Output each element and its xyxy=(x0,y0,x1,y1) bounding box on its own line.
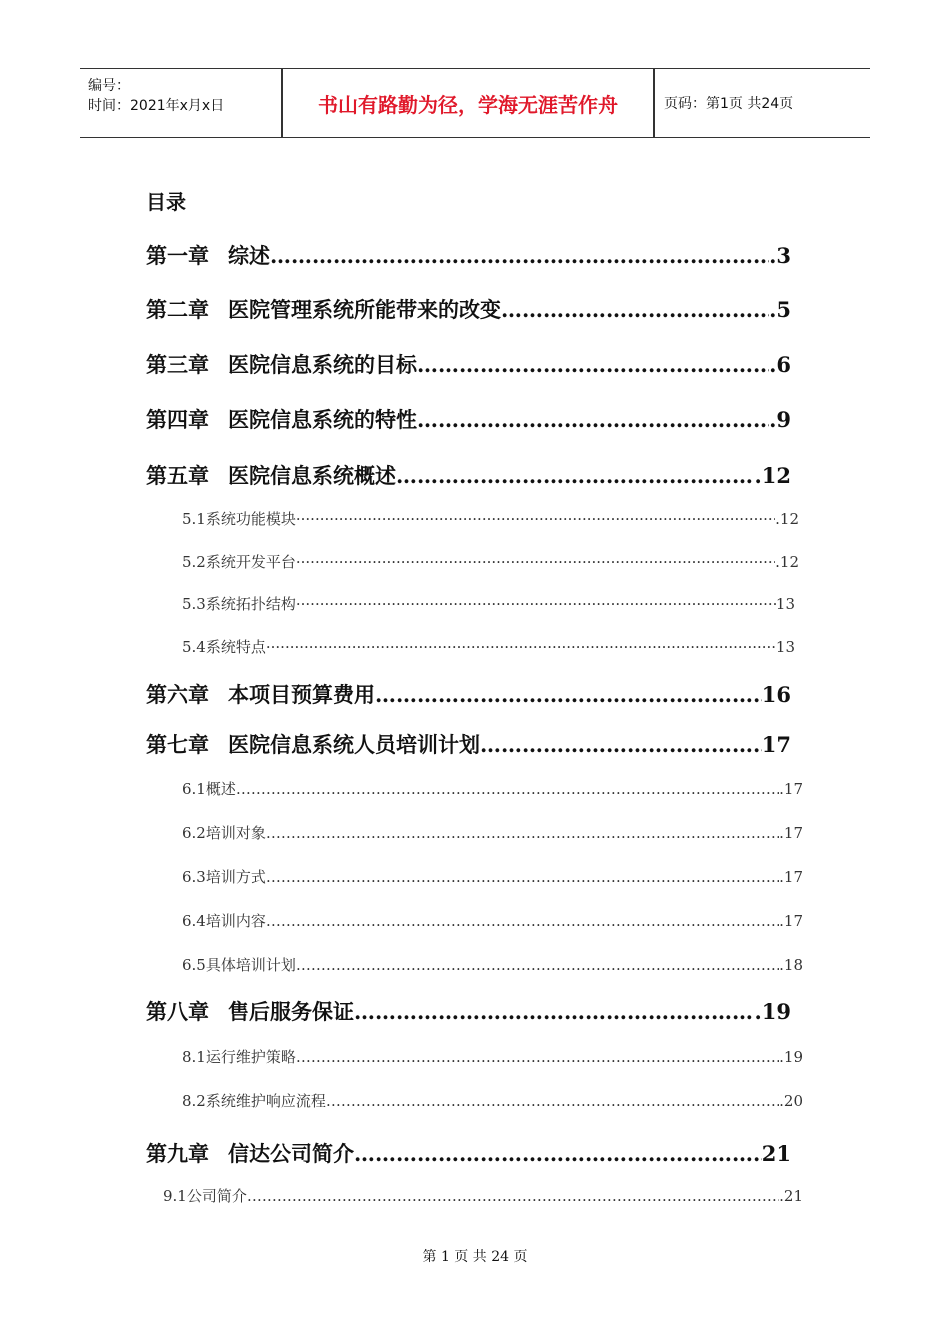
toc-entry-title: 医院信息系统人员培训计划 xyxy=(228,732,480,757)
toc-entry-title: 概述 xyxy=(205,780,236,798)
toc-entry-title: 具体培训计划 xyxy=(205,956,296,974)
toc-entry-number: 第六章 xyxy=(146,682,209,707)
toc-entry-page: .17 xyxy=(779,912,803,930)
toc-entry-title: 售后服务保证 xyxy=(228,999,354,1024)
toc-entry-section-9-1[interactable] xyxy=(163,1185,803,1207)
toc-entry-page: .20 xyxy=(779,1092,803,1110)
toc-entry-title: 医院信息系统概述 xyxy=(228,463,396,488)
toc-entry-number: 9.1 xyxy=(163,1187,187,1205)
toc-entry-section-5-3[interactable] xyxy=(182,593,795,615)
toc-entry-section-6-2[interactable] xyxy=(182,822,803,844)
toc-leader-dots xyxy=(417,352,769,377)
toc-leader-dots xyxy=(266,638,776,656)
toc-entry-chapter-8[interactable] xyxy=(146,996,791,1026)
toc-entry-number: 6.2 xyxy=(182,824,206,842)
toc-leader-dots xyxy=(236,780,779,798)
toc-leader-dots xyxy=(296,956,779,974)
toc-entry-section-8-1[interactable] xyxy=(182,1046,803,1068)
toc-entry-page: .18 xyxy=(779,956,803,974)
toc-entry-number: 5.2 xyxy=(182,553,206,571)
toc-entry-number: 第四章 xyxy=(146,407,209,432)
toc-entry-title: 运行维护策略 xyxy=(205,1048,296,1066)
toc-entry-section-5-1[interactable] xyxy=(182,508,799,530)
toc-entry-title: 公司简介 xyxy=(186,1187,247,1205)
toc-entry-page: 21 xyxy=(761,1141,791,1166)
toc-entry-number: 5.3 xyxy=(182,595,206,613)
toc-title: 目录 xyxy=(146,190,186,214)
toc-entry-title: 本项目预算费用 xyxy=(228,682,375,707)
toc-entry-title: 系统功能模块 xyxy=(205,510,296,528)
toc-entry-section-8-2[interactable] xyxy=(182,1090,803,1112)
toc-entry-number: 第二章 xyxy=(146,297,209,322)
toc-entry-section-6-4[interactable] xyxy=(182,910,803,932)
toc-entry-number: 5.4 xyxy=(182,638,206,656)
toc-entry-title: 信达公司简介 xyxy=(228,1141,354,1166)
toc-leader-dots xyxy=(417,407,769,432)
header-page-info: 页码：第1页 共24页 xyxy=(664,96,794,112)
toc-leader-dots xyxy=(266,912,779,930)
toc-entry-page: .12 xyxy=(754,463,791,488)
toc-entry-chapter-6[interactable] xyxy=(146,679,791,709)
page-header xyxy=(80,68,870,138)
page-footer: 第 1 页 共 24 页 xyxy=(422,1249,528,1265)
toc-entry-page: .21 xyxy=(779,1187,803,1205)
toc-entry-title: 培训方式 xyxy=(205,868,266,886)
toc-leader-dots xyxy=(296,510,775,528)
toc-entry-page: 17 xyxy=(761,732,791,757)
toc-leader-dots xyxy=(266,824,779,842)
toc-entry-page: .17 xyxy=(779,824,803,842)
toc-entry-page: .19 xyxy=(754,999,791,1024)
toc-entry-page: .5 xyxy=(769,297,791,322)
toc-leader-dots xyxy=(266,868,779,886)
document-number-label: 编号： xyxy=(88,78,130,94)
toc-leader-dots xyxy=(354,999,754,1024)
toc-leader-dots xyxy=(375,682,762,707)
toc-entry-section-6-3[interactable] xyxy=(182,866,803,888)
toc-entry-number: 第七章 xyxy=(146,732,209,757)
toc-leader-dots xyxy=(326,1092,779,1110)
header-divider xyxy=(653,69,655,137)
toc-entry-chapter-2[interactable] xyxy=(146,294,791,324)
toc-entry-number: 第五章 xyxy=(146,463,209,488)
toc-leader-dots xyxy=(247,1187,779,1205)
toc-entry-title: 医院信息系统的目标 xyxy=(228,352,417,377)
header-motto: 书山有路勤为径，学海无涯苦作舟 xyxy=(318,92,618,117)
toc-entry-page: 16 xyxy=(761,682,791,707)
toc-entry-page: .9 xyxy=(769,407,791,432)
toc-entry-title: 系统维护响应流程 xyxy=(205,1092,326,1110)
toc-entry-section-6-5[interactable] xyxy=(182,954,803,976)
toc-entry-number: 6.1 xyxy=(182,780,206,798)
toc-entry-page: .17 xyxy=(779,868,803,886)
toc-entry-chapter-4[interactable] xyxy=(146,404,791,434)
toc-entry-title: 系统拓扑结构 xyxy=(205,595,296,613)
toc-leader-dots xyxy=(396,463,754,488)
toc-entry-chapter-3[interactable] xyxy=(146,349,791,379)
toc-entry-title: 医院信息系统的特性 xyxy=(228,407,417,432)
toc-entry-section-5-2[interactable] xyxy=(182,551,799,573)
toc-leader-dots xyxy=(501,297,769,322)
toc-leader-dots xyxy=(296,1048,779,1066)
toc-entry-number: 第九章 xyxy=(146,1141,209,1166)
toc-entry-number: 6.5 xyxy=(182,956,206,974)
toc-entry-number: 5.1 xyxy=(182,510,206,528)
toc-entry-title: 系统特点 xyxy=(205,638,266,656)
toc-entry-page: .12 xyxy=(775,553,799,571)
toc-entry-section-6-1[interactable] xyxy=(182,778,803,800)
toc-entry-title: 培训对象 xyxy=(205,824,266,842)
toc-entry-number: 6.3 xyxy=(182,868,206,886)
toc-entry-page: .12 xyxy=(775,510,799,528)
toc-entry-title: 培训内容 xyxy=(205,912,266,930)
toc-leader-dots xyxy=(296,553,775,571)
document-time-label: 时间：2021年x月x日 xyxy=(88,98,225,114)
toc-entry-section-5-4[interactable] xyxy=(182,636,795,658)
toc-entry-number: 6.4 xyxy=(182,912,206,930)
toc-entry-page: .3 xyxy=(769,243,791,268)
toc-entry-title: 医院管理系统所能带来的改变 xyxy=(228,297,501,322)
toc-entry-number: 8.1 xyxy=(182,1048,206,1066)
toc-entry-number: 第三章 xyxy=(146,352,209,377)
toc-entry-number: 第八章 xyxy=(146,999,209,1024)
toc-entry-chapter-1[interactable] xyxy=(146,240,791,270)
toc-leader-dots xyxy=(480,732,762,757)
header-meta xyxy=(80,69,280,137)
toc-leader-dots xyxy=(296,595,776,613)
toc-entry-page: .17 xyxy=(779,780,803,798)
toc-entry-title: 综述 xyxy=(228,243,270,268)
toc-leader-dots xyxy=(270,243,769,268)
toc-entry-page: .19 xyxy=(779,1048,803,1066)
toc-entry-chapter-7[interactable] xyxy=(146,729,791,759)
toc-entry-chapter-9[interactable] xyxy=(146,1138,791,1168)
toc-entry-number: 第一章 xyxy=(146,243,209,268)
toc-entry-page: 13 xyxy=(775,638,795,656)
toc-entry-number: 8.2 xyxy=(182,1092,206,1110)
toc-entry-page: 13 xyxy=(775,595,795,613)
toc-leader-dots xyxy=(354,1141,762,1166)
toc-entry-chapter-5[interactable] xyxy=(146,460,791,490)
toc-entry-title: 系统开发平台 xyxy=(205,553,296,571)
toc-entry-page: .6 xyxy=(769,352,791,377)
